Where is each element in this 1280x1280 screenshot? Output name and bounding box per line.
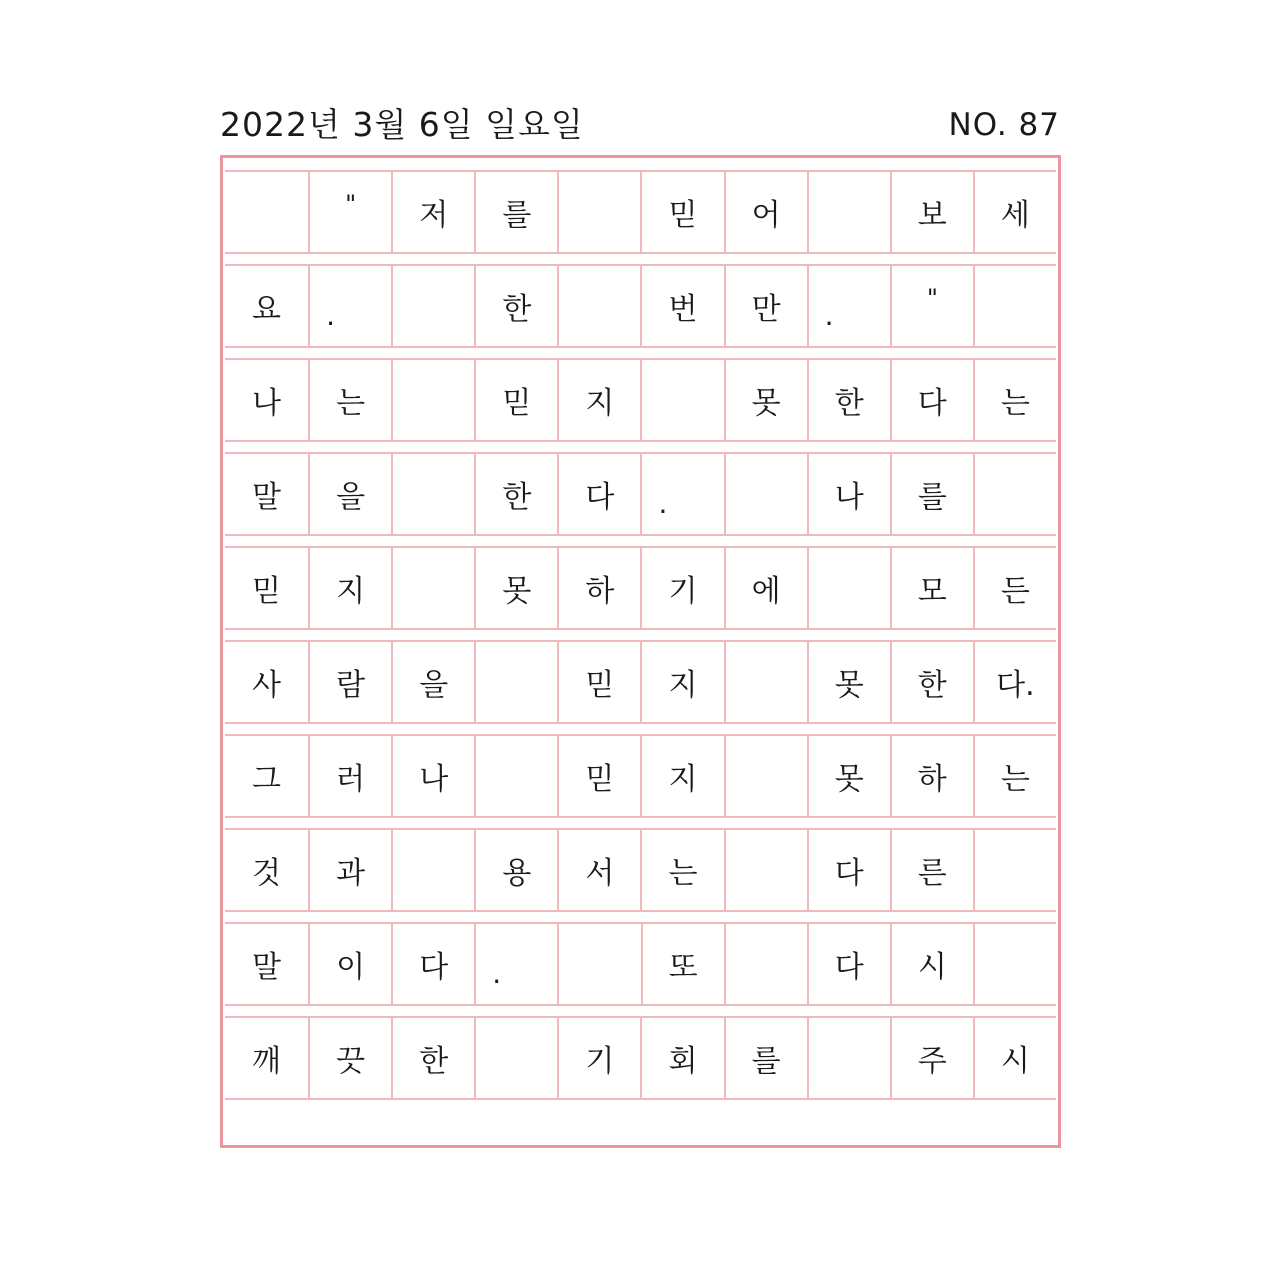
grid-cell (391, 454, 474, 534)
grid-cell: 사 (252, 668, 282, 703)
grid-cell: 이 (308, 924, 391, 1004)
grid-cell (807, 172, 890, 252)
grid-cell: 못 (724, 360, 807, 440)
grid-cell (807, 548, 890, 628)
grid-cell: 못 (474, 548, 557, 628)
grid-cell: . (640, 454, 723, 534)
grid-cell: 다 (890, 360, 973, 440)
grid-cell: 시 (973, 1018, 1056, 1098)
grid-cell: 하 (557, 548, 640, 628)
grid-cell: 모 (890, 548, 973, 628)
grid-cell (474, 1018, 557, 1098)
grid-row (225, 546, 1056, 630)
grid-cell (973, 830, 1056, 910)
grid-cell: 을 (391, 642, 474, 722)
grid-cell: 든 (973, 548, 1056, 628)
grid-cell: 믿 (557, 642, 640, 722)
grid-cell (557, 172, 640, 252)
grid-cell: 하 (890, 736, 973, 816)
grid-cell: 를 (890, 454, 973, 534)
grid-row (225, 170, 1056, 254)
grid-cell: 저 (391, 172, 474, 252)
grid-cell (391, 266, 474, 346)
grid-cell: 못 (807, 642, 890, 722)
grid-cell: 말 (252, 950, 282, 985)
grid-cell: 에 (724, 548, 807, 628)
grid-cell: 는 (308, 360, 391, 440)
grid-cell: " (308, 172, 391, 252)
grid-cell: 다 (807, 924, 890, 1004)
page-number: NO. 87 (948, 107, 1060, 143)
grid-cell: 한 (391, 1018, 474, 1098)
grid-cell: 지 (640, 736, 723, 816)
grid-cell (724, 642, 807, 722)
grid-cell: " (890, 266, 973, 346)
grid-cell: 를 (724, 1018, 807, 1098)
grid-cell: 지 (640, 642, 723, 722)
grid-cell (474, 736, 557, 816)
grid-cell (225, 172, 308, 252)
grid-cell (724, 736, 807, 816)
grid-cell: 한 (474, 266, 557, 346)
grid-row (225, 452, 1056, 536)
grid-cell: 보 (890, 172, 973, 252)
grid-cell: 못 (807, 736, 890, 816)
grid-cell: 나 (252, 386, 282, 421)
grid-cell: 어 (724, 172, 807, 252)
grid-cell: 른 (890, 830, 973, 910)
grid-cell: 다 (557, 454, 640, 534)
grid-cell: 러 (308, 736, 391, 816)
grid-cell: 믿 (252, 574, 282, 609)
grid-cell: 는 (973, 360, 1056, 440)
grid-cell: 믿 (474, 360, 557, 440)
grid-cell (557, 266, 640, 346)
diary-date: 2022년 3월 6일 일요일 (220, 105, 584, 144)
grid-cell (973, 266, 1056, 346)
grid-row (225, 734, 1056, 818)
grid-cell: 것 (252, 856, 282, 891)
grid-row (225, 640, 1056, 724)
grid-cell: 을 (308, 454, 391, 534)
grid-cell (807, 1018, 890, 1098)
grid-cell: 기 (557, 1018, 640, 1098)
grid-cell (724, 454, 807, 534)
grid-cell (474, 642, 557, 722)
grid-cell: 끗 (308, 1018, 391, 1098)
grid-cell (724, 830, 807, 910)
grid-cell: 한 (474, 454, 557, 534)
grid-cell (973, 924, 1056, 1004)
grid-cell (724, 924, 807, 1004)
grid-row (225, 1016, 1056, 1100)
manuscript-sheet (220, 155, 1061, 1148)
grid-cell: 지 (308, 548, 391, 628)
grid-cell: 나 (807, 454, 890, 534)
grid-cell: 다 (391, 924, 474, 1004)
grid-cell: 시 (890, 924, 973, 1004)
grid-cell: 를 (474, 172, 557, 252)
grid-cell: 믿 (557, 736, 640, 816)
grid-cell: 지 (557, 360, 640, 440)
grid-cell: 세 (973, 172, 1056, 252)
grid-row (225, 828, 1056, 912)
grid-row (225, 264, 1056, 348)
grid-cell: 믿 (640, 172, 723, 252)
grid-cell: 회 (640, 1018, 723, 1098)
grid-cell (557, 924, 640, 1004)
grid-cell: . (807, 266, 890, 346)
grid-cell: 깨 (252, 1044, 282, 1079)
grid-cell: 용 (474, 830, 557, 910)
grid-cell: 서 (557, 830, 640, 910)
grid-cell (391, 360, 474, 440)
grid-cell: . (308, 266, 391, 346)
grid-cell: 만 (724, 266, 807, 346)
grid-cell: 나 (391, 736, 474, 816)
grid-cell: 주 (890, 1018, 973, 1098)
grid-cell: 한 (807, 360, 890, 440)
grid-cell: 한 (890, 642, 973, 722)
grid-cell: 요 (252, 292, 282, 327)
grid-cell (973, 454, 1056, 534)
grid-cell: . (474, 924, 557, 1004)
grid-cell: 다. (973, 642, 1056, 722)
grid-row (225, 358, 1056, 442)
grid-cell: 다 (807, 830, 890, 910)
grid-cell: 과 (308, 830, 391, 910)
grid-cell: 또 (641, 924, 724, 1004)
grid-cell: 번 (640, 266, 723, 346)
grid-row (225, 922, 1056, 1006)
grid-cell: 람 (308, 642, 391, 722)
grid-cell: 는 (640, 830, 723, 910)
grid-cell: 기 (640, 548, 723, 628)
grid-cell (391, 548, 474, 628)
grid-cell (640, 360, 723, 440)
grid-cell: 말 (252, 480, 282, 515)
grid-cell (391, 830, 474, 910)
grid-cell: 는 (973, 736, 1056, 816)
grid-cell: 그 (252, 762, 282, 797)
